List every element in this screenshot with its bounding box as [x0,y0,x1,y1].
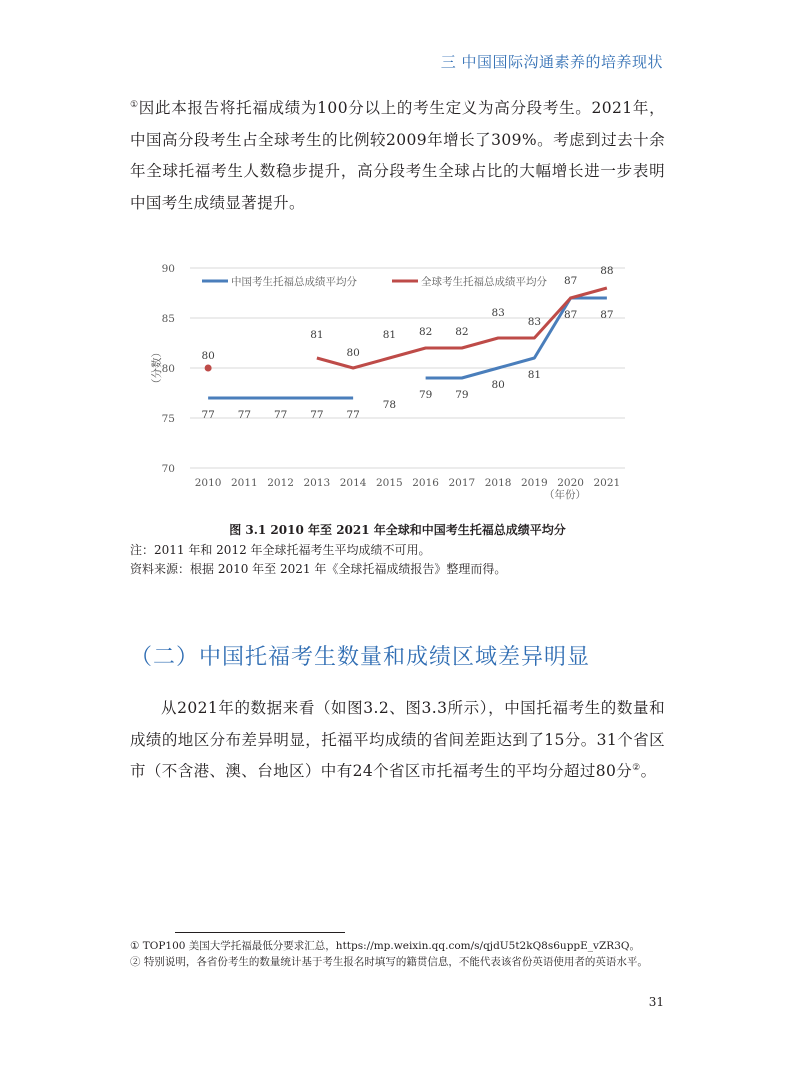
footnote-2: ② 特别说明，各省份考生的数量统计基于考生报名时填写的籍贯信息，不能代表该省份英语使用者的英语水平。 [130,956,648,968]
x-tick-label: 2012 [267,477,294,489]
x-tick-label: 2020 [557,477,584,489]
y-tick-label: 85 [161,313,175,325]
figure-caption: 图 3.1 2010 年至 2021 年全球和中国考生托福总成绩平均分 [229,523,566,537]
data-point [205,365,212,372]
data-label: 87 [600,309,614,321]
data-label: 80 [201,350,215,362]
data-label: 79 [455,389,469,401]
data-label: 88 [600,265,614,277]
x-tick-label: 2021 [593,477,621,489]
data-label: 82 [455,326,469,338]
data-label: 80 [346,347,360,359]
data-label: 77 [310,409,324,421]
data-label: 77 [201,409,215,421]
data-label: 79 [418,389,433,401]
chart-series [201,265,613,421]
y-tick-label: 80 [161,363,175,375]
data-label: 83 [527,316,542,328]
x-axis-ticks [195,477,620,489]
running-header: 三 中国国际沟通素养的培养现状 [440,53,663,71]
y-tick-label: 70 [161,463,175,475]
data-label: 82 [418,326,433,338]
y-axis-ticks [162,263,175,475]
x-tick-label: 2010 [194,477,222,489]
line-chart [130,255,665,515]
data-label: 81 [382,329,397,341]
figure-note: 注：2011 年和 2012 年全球托福考生平均成绩不可用。 [130,543,431,557]
footnote-marker-1: ① [130,99,139,110]
footnote-marker-2: ② [632,762,641,773]
y-axis-label: （分数） [151,347,163,389]
footnote-divider [175,932,345,933]
section-paragraph-end: 。 [640,762,657,780]
x-tick-label: 2011 [231,477,258,489]
data-label: 78 [382,399,397,411]
figure-source: 资料来源：根据 2010 年至 2021 年《全球托福成绩报告》整理而得。 [130,562,507,576]
footnote-1: ① TOP100 美国大学托福最低分要求汇总，https://mp.weixin.qq.com/s/qjdU5t2kQ8s6uppE_vZR3Q。 [130,940,640,952]
section-heading: （二）中国托福考生数量和成绩区域差异明显 [130,645,591,670]
legend-label: 全球考生托福总成绩平均分 [421,276,547,288]
data-label: 77 [346,409,360,421]
data-label: 81 [527,369,542,381]
x-axis-label: （年份） [544,489,586,501]
intro-text: 因此本报告将托福成绩为100分以上的考生定义为高分段考生。2021年，中国高分段考生占全球考生的比例较2009年增长了309%。考虑到过去十余年全球托福考生人数稳步提升，高分段考生全球占比的大幅增长进一步表明中国考生成绩显著提升。 [130,99,665,212]
chart-legend [202,275,547,288]
data-label: 87 [563,275,578,287]
x-tick-label: 2013 [303,477,331,489]
intro-paragraph [130,93,665,219]
chart-grid [190,268,625,468]
x-tick-label: 2015 [376,477,403,489]
data-label: 81 [310,329,324,341]
y-tick-label: 90 [161,263,175,275]
data-label: 77 [273,409,288,421]
data-label: 87 [563,309,578,321]
data-label: 77 [237,409,252,421]
y-tick-label: 75 [161,413,175,425]
x-tick-label: 2018 [484,477,512,489]
legend-label: 中国考生托福总成绩平均分 [231,276,357,288]
page-number: 31 [648,995,664,1009]
data-label: 80 [491,379,505,391]
section-paragraph [130,693,665,788]
x-tick-label: 2017 [448,477,476,489]
section-paragraph-text: 从2021年的数据来看（如图3.2、图3.3所示），中国托福考生的数量和成绩的地区分布差异明显，托福平均成绩的省间差距达到了15分。31个省区市（不含港、澳、台地区）中有24个省区市托福考生的平均分超过80分 [130,699,665,780]
x-tick-label: 2016 [412,477,439,489]
data-label: 83 [491,307,505,319]
x-tick-label: 2014 [339,477,367,489]
x-tick-label: 2019 [521,477,548,489]
